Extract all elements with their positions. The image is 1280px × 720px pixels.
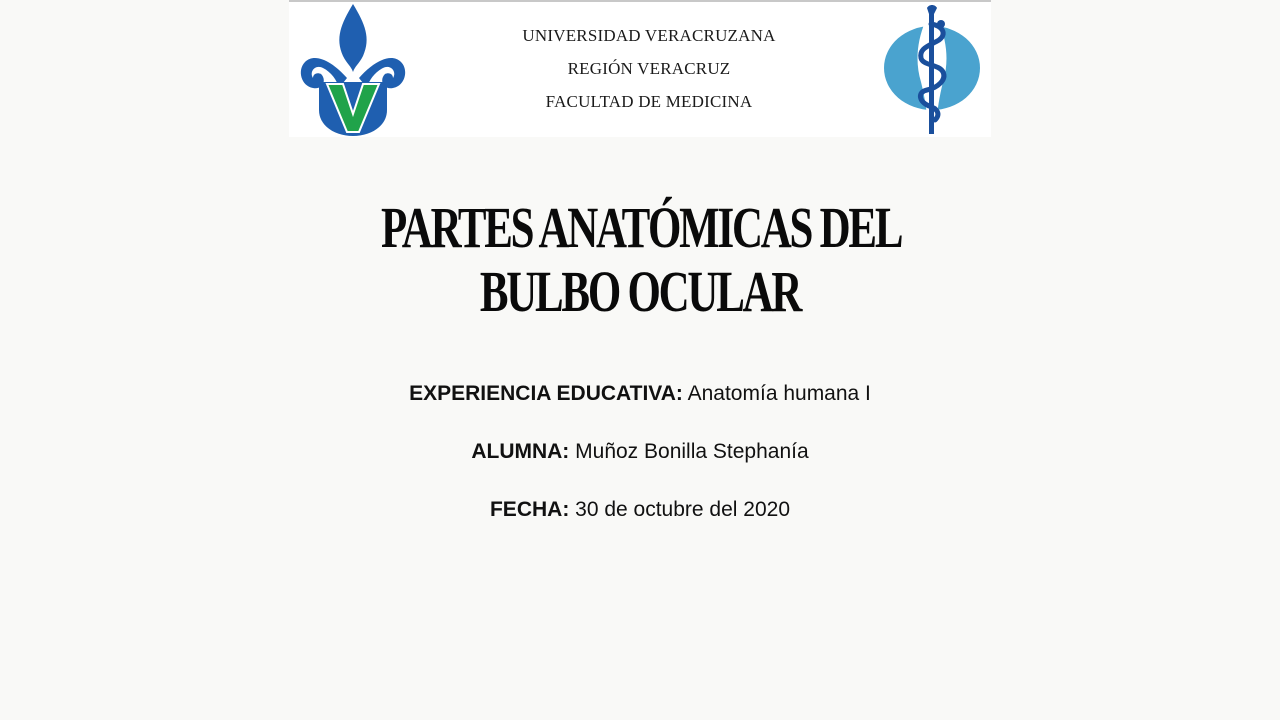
region-name: REGIÓN VERACRUZ xyxy=(567,59,731,78)
university-logo-icon xyxy=(297,2,409,137)
header-text xyxy=(429,22,869,121)
date-label: FECHA: xyxy=(489,498,570,521)
title-line-2: BULBO OCULAR xyxy=(479,259,801,324)
date-value: 30 de octubre del 2020 xyxy=(575,498,790,521)
course-label: EXPERIENCIA EDUCATIVA: xyxy=(409,382,683,405)
presentation-title xyxy=(290,196,990,324)
title-line-1: PARTES ANATÓMICAS DEL xyxy=(381,195,902,260)
medicine-logo-icon xyxy=(881,2,983,137)
faculty-name: FACULTAD DE MEDICINA xyxy=(545,92,753,111)
student-row xyxy=(290,436,990,494)
student-label: ALUMNA: xyxy=(471,440,570,463)
info-block xyxy=(290,378,990,552)
university-name: UNIVERSIDAD VERACRUZANA xyxy=(522,26,776,45)
header-banner xyxy=(289,0,991,137)
date-row xyxy=(290,494,990,552)
course-value: Anatomía humana I xyxy=(687,382,871,405)
course-row xyxy=(290,378,990,436)
student-value: Muñoz Bonilla Stephanía xyxy=(575,440,809,463)
